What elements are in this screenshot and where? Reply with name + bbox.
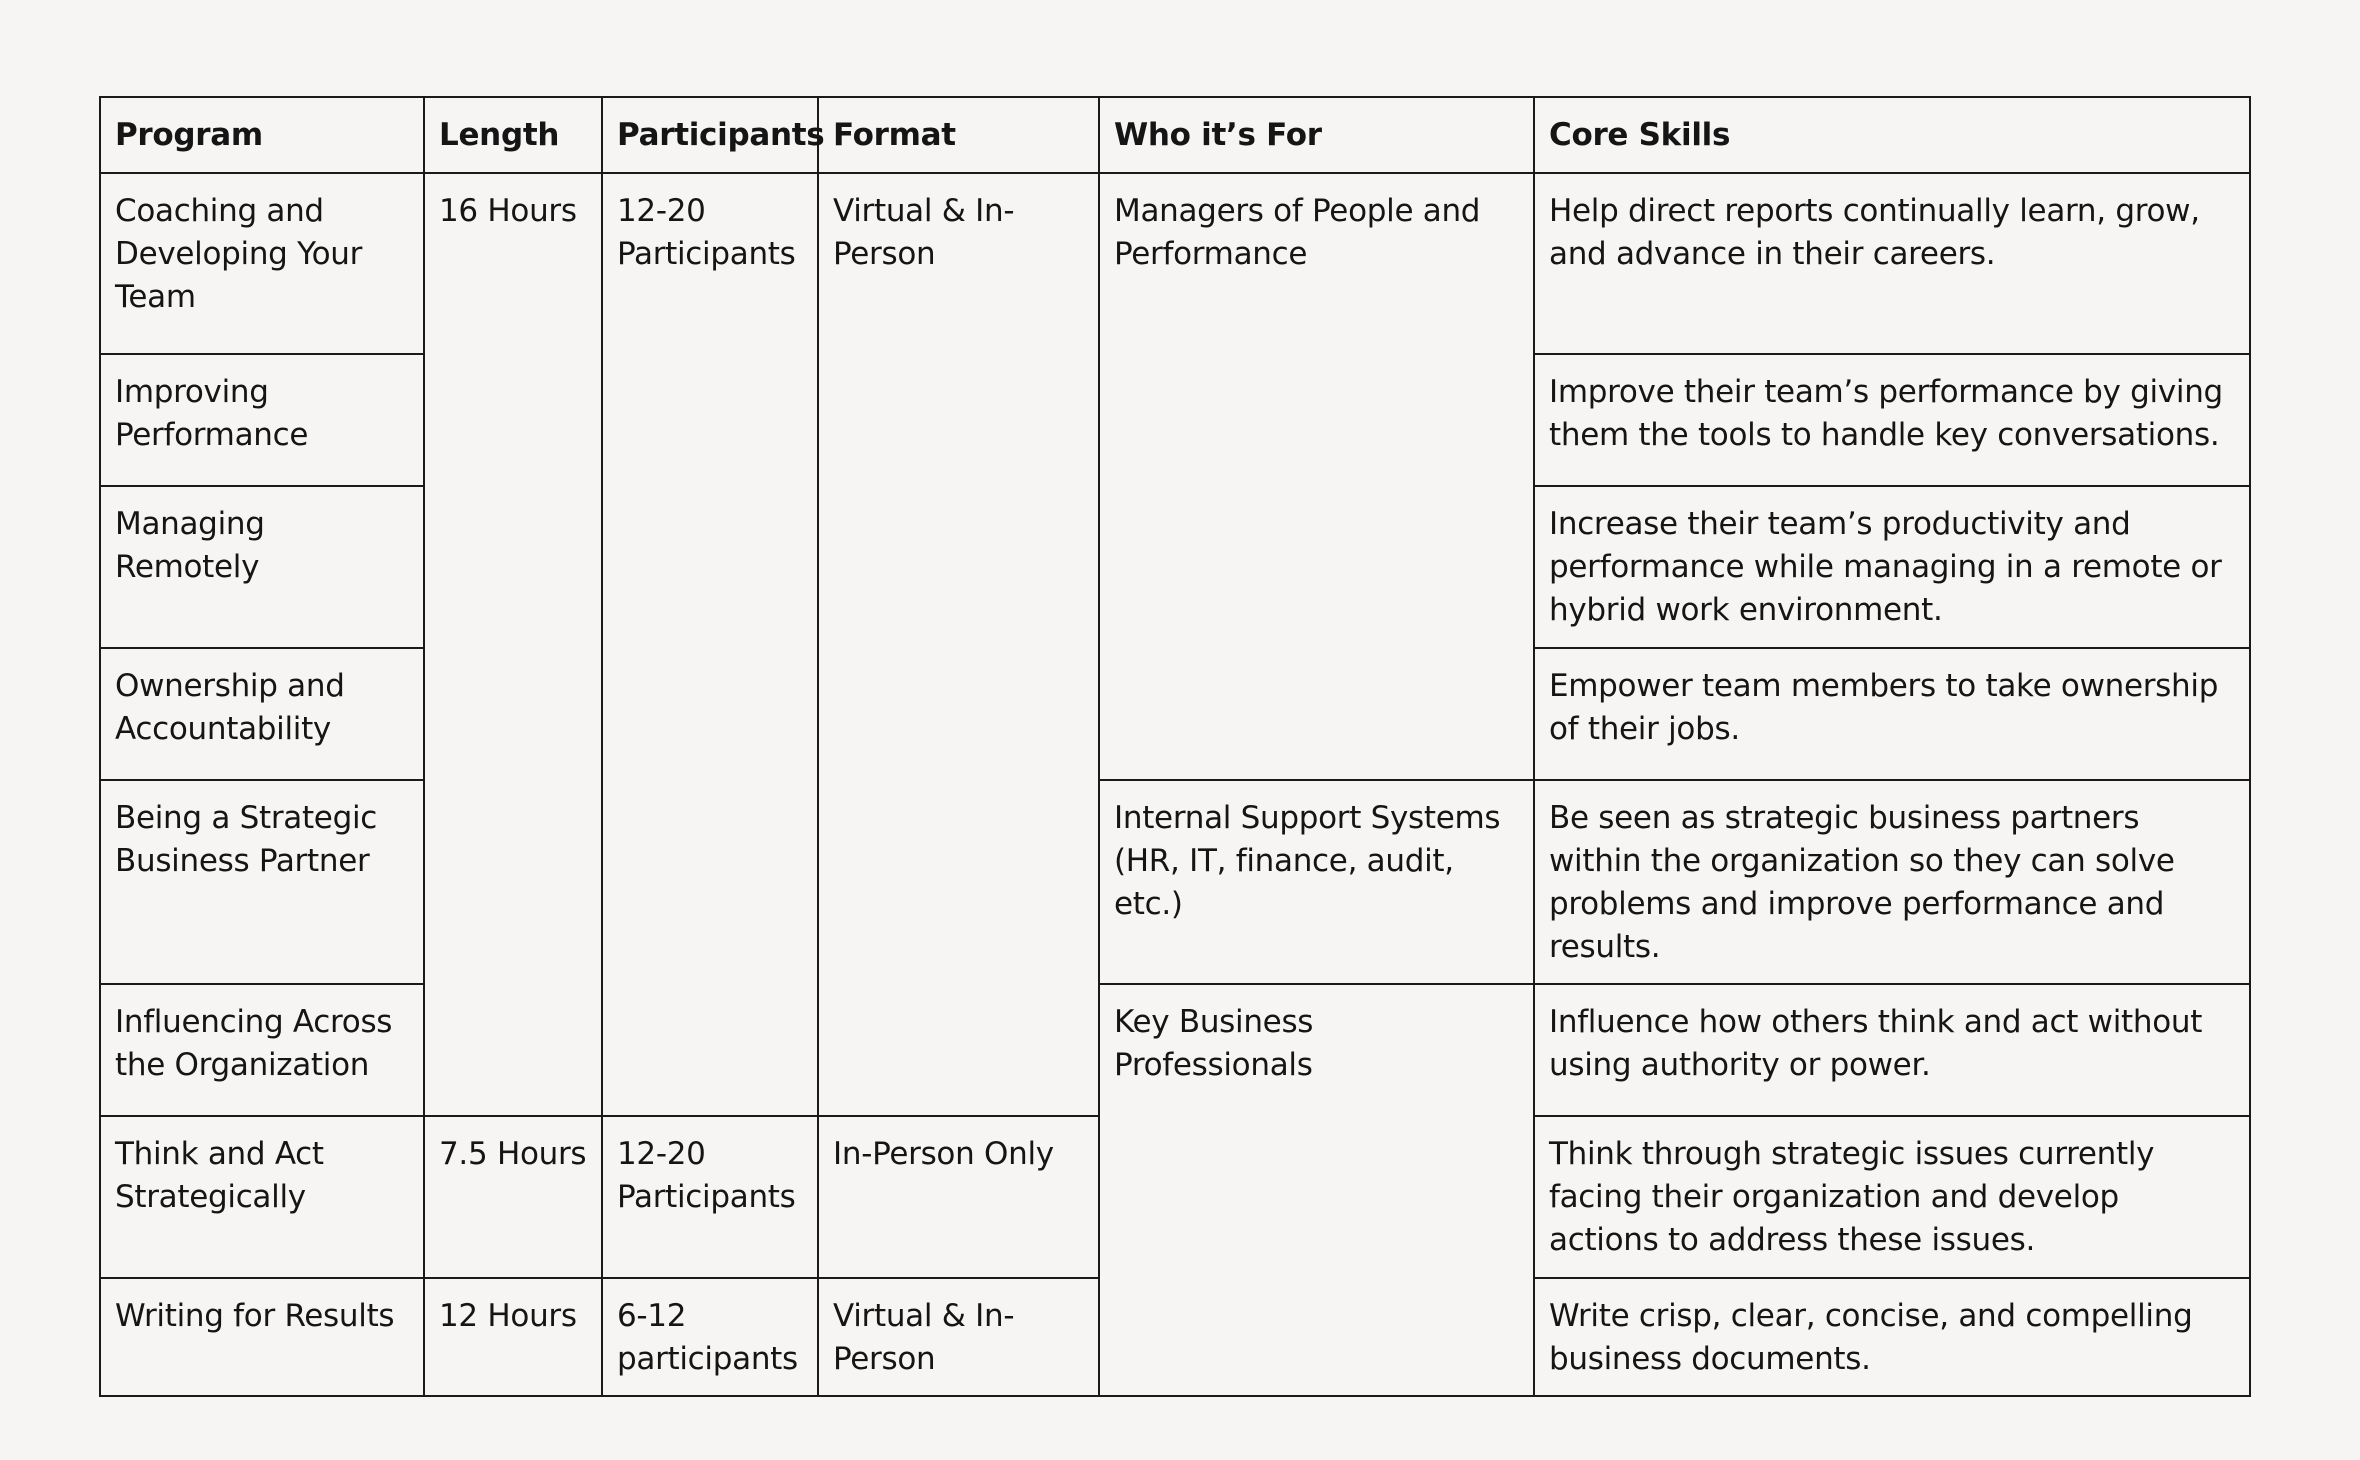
- table-row: [100, 173, 2250, 354]
- participants-cell: 12-20 Participants: [602, 173, 818, 1116]
- program-name: Being a Strategic Business Partner: [100, 780, 424, 984]
- program-name: Ownership and Accountability: [100, 648, 424, 780]
- program-table-container: [99, 96, 2249, 1397]
- program-name: Coaching and Developing Your Team: [100, 173, 424, 354]
- core-skills-cell: Increase their team’s productivity and performance while managing in a remote or hybrid work environment.: [1534, 486, 2250, 648]
- program-name: Improving Performance: [100, 354, 424, 486]
- header-format: Format: [818, 97, 1099, 173]
- program-table: [99, 96, 2251, 1397]
- length-cell: 16 Hours: [424, 173, 602, 1116]
- table-row: [100, 984, 2250, 1116]
- program-name: Writing for Results: [100, 1278, 424, 1396]
- table-header-row: [100, 97, 2250, 173]
- core-skills-cell: Think through strategic issues currently facing their organization and develop actions to address these issues.: [1534, 1116, 2250, 1278]
- core-skills-cell: Improve their team’s performance by giving them the tools to handle key conversations.: [1534, 354, 2250, 486]
- header-who-its-for: Who it’s For: [1099, 97, 1534, 173]
- audience-cell: Managers of People and Performance: [1099, 173, 1534, 780]
- length-cell: 7.5 Hours: [424, 1116, 602, 1278]
- program-name: Influencing Across the Organization: [100, 984, 424, 1116]
- header-participants: Participants: [602, 97, 818, 173]
- header-length: Length: [424, 97, 602, 173]
- program-name: Managing Remotely: [100, 486, 424, 648]
- header-program: Program: [100, 97, 424, 173]
- audience-cell: Internal Support Systems (HR, IT, finance, audit, etc.): [1099, 780, 1534, 984]
- format-cell: In-Person Only: [818, 1116, 1099, 1278]
- core-skills-cell: Write crisp, clear, concise, and compelling business documents.: [1534, 1278, 2250, 1396]
- format-cell: Virtual & In-Person: [818, 173, 1099, 1116]
- core-skills-cell: Empower team members to take ownership of their jobs.: [1534, 648, 2250, 780]
- program-name: Think and Act Strategically: [100, 1116, 424, 1278]
- core-skills-cell: Be seen as strategic business partners within the organization so they can solve problems and improve performance and results.: [1534, 780, 2250, 984]
- length-cell: 12 Hours: [424, 1278, 602, 1396]
- participants-cell: 12-20 Participants: [602, 1116, 818, 1278]
- table-row: [100, 780, 2250, 984]
- core-skills-cell: Influence how others think and act without using authority or power.: [1534, 984, 2250, 1116]
- format-cell: Virtual & In-Person: [818, 1278, 1099, 1396]
- participants-cell: 6-12 participants: [602, 1278, 818, 1396]
- header-core-skills: Core Skills: [1534, 97, 2250, 173]
- audience-cell: Key Business Professionals: [1099, 984, 1534, 1396]
- core-skills-cell: Help direct reports continually learn, grow, and advance in their careers.: [1534, 173, 2250, 354]
